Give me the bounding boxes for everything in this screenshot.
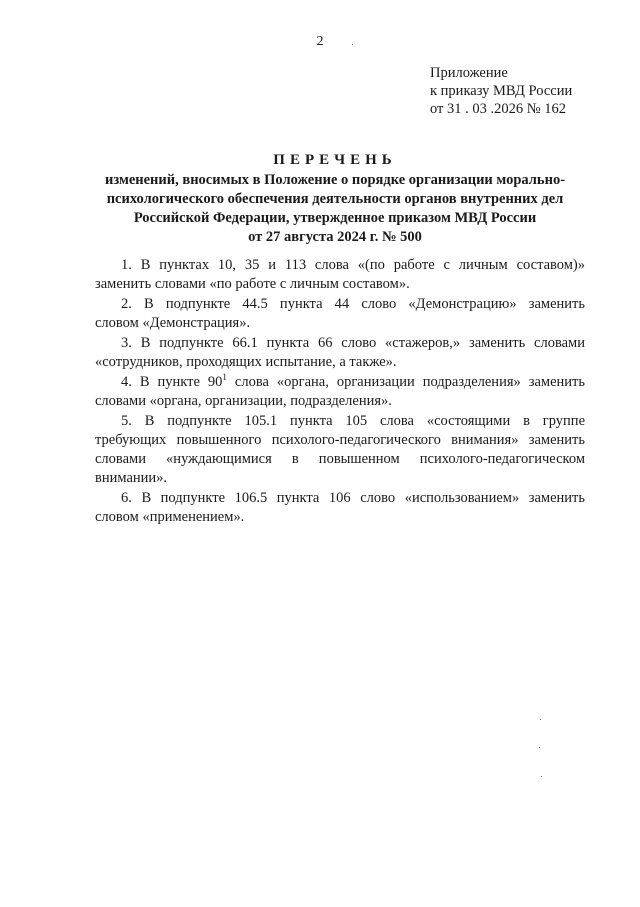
scan-speck: [352, 44, 353, 45]
appendix-order-date: от 31 . 03 .2026 № 162: [430, 101, 566, 117]
amendment-line: 5. В подпункте 105.1 пункта 105 слова «состоящими в группе: [121, 413, 585, 429]
amendment-line: 6. В подпункте 106.5 пункта 106 слово «использованием» заменить: [121, 490, 585, 506]
amendment-line: словом «Демонстрация».: [95, 315, 251, 331]
scan-speck: [541, 776, 542, 777]
subtitle-line: психологического обеспечения деятельности органов внутренних дел: [106, 191, 564, 207]
scan-speck: [539, 747, 540, 748]
amendment-item-1: [95, 256, 585, 294]
amendment-item-4: [95, 373, 585, 411]
amendment-item-3: [95, 334, 585, 372]
amendment-line: заменить словами «по работе с личным составом».: [95, 276, 410, 292]
subtitle-line: изменений, вносимых в Положение о порядке организации морально-: [104, 172, 566, 188]
amendment-text: слова «органа, организации подразделения» заменить: [226, 374, 585, 390]
appendix-label: Приложение: [430, 65, 508, 81]
amendment-item-2: [95, 295, 585, 333]
amendments-list: [95, 256, 585, 528]
appendix-header: [430, 64, 630, 118]
scan-speck: [540, 719, 541, 720]
subtitle-line: от 27 августа 2024 г. № 500: [248, 229, 422, 245]
subtitle-line: Российской Федерации, утвержденное приказом МВД России: [133, 210, 537, 226]
amendment-line: 1. В пунктах 10, 35 и 113 слова «(по работе с личным составом)»: [121, 257, 585, 273]
amendment-item-6: [95, 489, 585, 527]
amendment-text: 4. В пункте 90: [121, 374, 223, 390]
amendment-line: внимании».: [95, 470, 168, 486]
amendment-line: 3. В подпункте 66.1 пункта 66 слово «стажеров,» заменить словами: [121, 335, 585, 351]
page-number: 2: [316, 34, 324, 49]
appendix-order-ref: к приказу МВД России: [430, 83, 573, 99]
amendment-line: 2. В подпункте 44.5 пункта 44 слово «Демонстрацию» заменить: [121, 296, 585, 312]
amendment-line: словами «нуждающимися в повышенном психолого-педагогическом: [95, 451, 585, 467]
amendment-line: «сотрудников, проходящих испытание, а также».: [95, 354, 397, 370]
superscript-number: 1: [222, 372, 227, 383]
document-heading: [80, 150, 590, 247]
amendment-line: требующих повышенного психолого-педагогического внимания» заменить: [95, 432, 585, 448]
amendment-line: словами «органа, организации, подразделения».: [95, 393, 392, 409]
document-title: ПЕРЕЧЕНЬ: [273, 152, 397, 168]
amendment-line: словом «применением».: [95, 509, 245, 525]
amendment-item-5: [95, 412, 585, 488]
document-subtitle: [80, 171, 590, 247]
amendment-line: [95, 373, 585, 392]
